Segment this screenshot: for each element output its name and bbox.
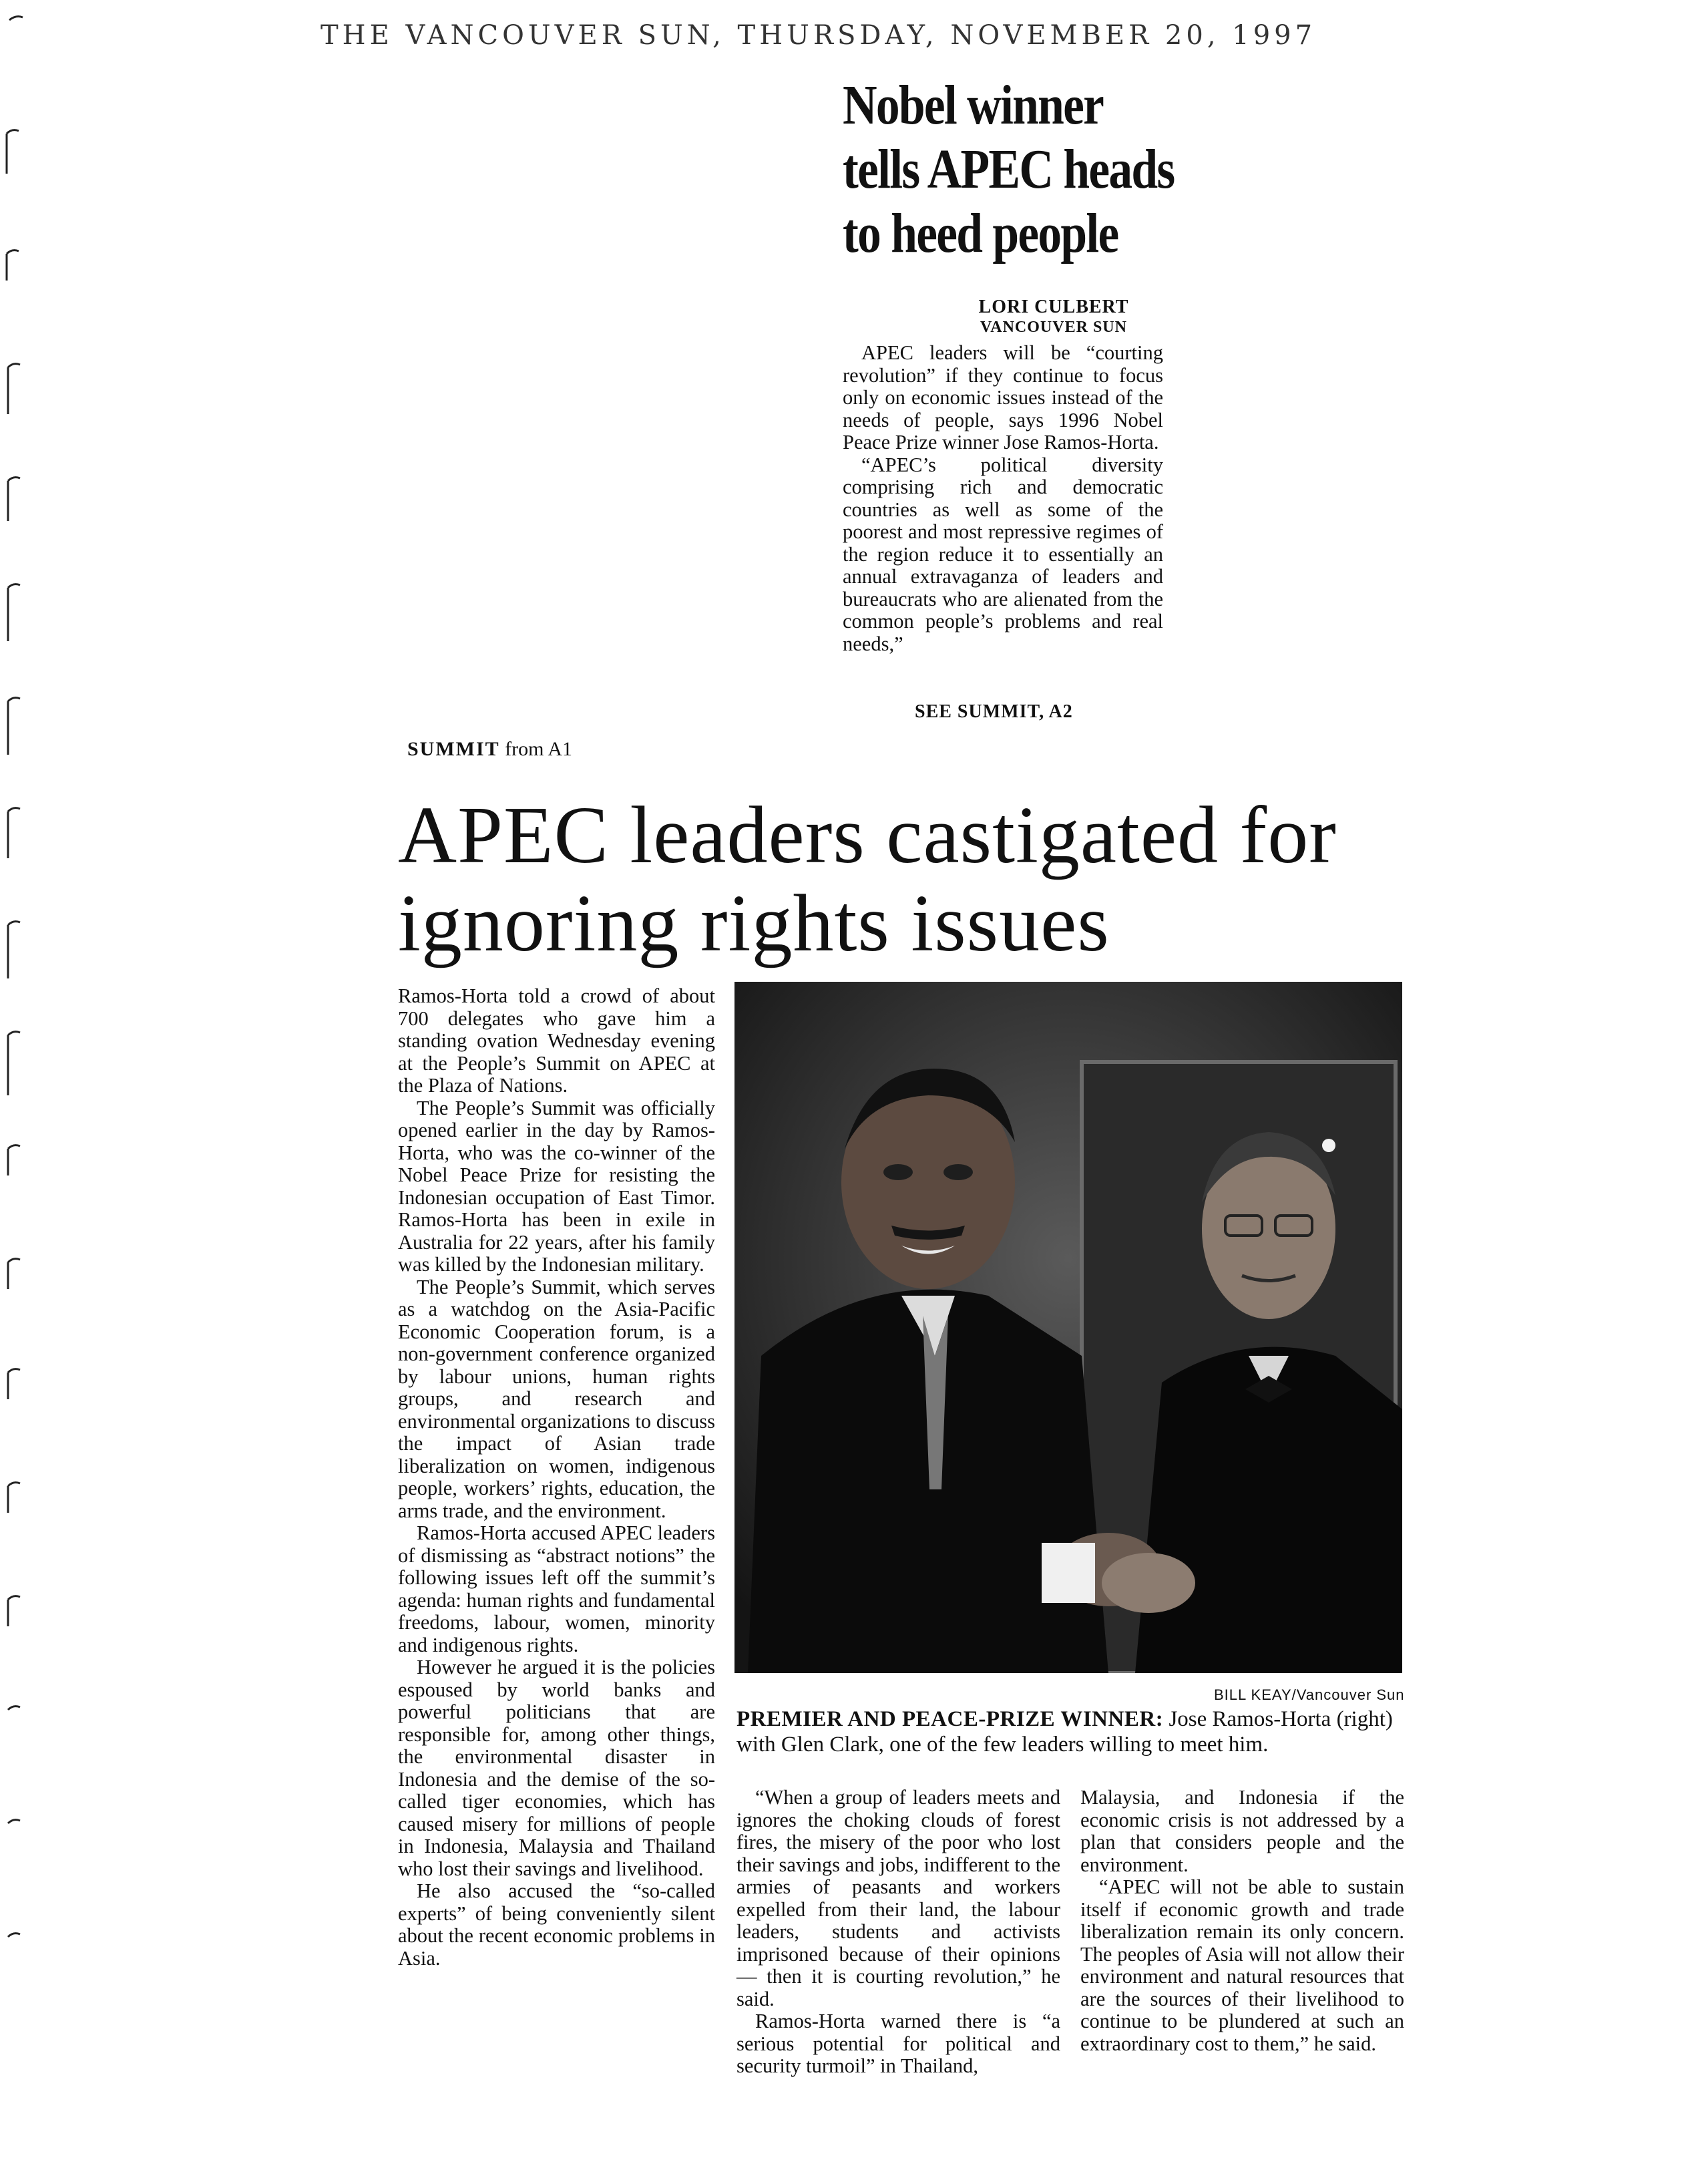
byline-org: VANCOUVER SUN bbox=[980, 319, 1127, 336]
article2-paragraph: The People’s Summit was officially opened earlier in the day by Ramos-Horta, who was the co-winner of the Nobel Peace Prize for resisting the Indonesian occupation of East Timor. Ramos-Horta has been in exile in Australia for 22 years, after his family was killed by the Indonesian military. bbox=[398, 1096, 715, 1276]
article2-paragraph: Ramos-Horta told a crowd of about 700 delegates who gave him a standing ovation Wednesday evening at the People’s Summit on APEC at the Plaza of Nations. bbox=[398, 984, 715, 1097]
binding-edge-marks bbox=[0, 0, 27, 2184]
article2-headline: APEC leaders castigated for ignoring rights issues bbox=[398, 790, 1337, 968]
article2-paragraph: He also accused the “so-called experts” of being conveniently silent about the recent economic problems in Asia. bbox=[398, 1879, 715, 1970]
caption-text: Jose Ramos-Horta (right) with Glen Clark, one of the few leaders willing to meet him. bbox=[736, 1707, 1393, 1757]
article1-paragraph: APEC leaders will be “courting revolution” if they continue to focus only on economic issues instead of the needs of people, says 1996 Nobel Peace Prize winner Jose Ramos-Horta. bbox=[843, 341, 1163, 453]
article1-body bbox=[843, 342, 1163, 655]
article2-paragraph: Ramos-Horta warned there is “a serious potential for political and security turmoil” in Thailand, bbox=[736, 2010, 1060, 2077]
article2-column-3 bbox=[1080, 1787, 1404, 2055]
see-also-reference: SEE SUMMIT, A2 bbox=[915, 701, 1073, 722]
caption-lead: PREMIER AND PEACE-PRIZE WINNER: bbox=[736, 1707, 1164, 1731]
article2-column-2 bbox=[736, 1787, 1060, 2078]
article1-byline bbox=[920, 297, 1187, 337]
article1-paragraph: “APEC’s political diversity comprising rich and democratic countries as well as some of the poorest and most repressive regimes of the region reduce it to essentially an annual extravaganza of leaders and bureaucrats who are alienated from the common people’s problems and real needs,” bbox=[843, 453, 1163, 655]
article2-paragraph: Malaysia, and Indonesia if the economic crisis is not addressed by a plan that considers people and the environment. bbox=[1080, 1786, 1404, 1876]
article2-paragraph: Ramos-Horta accused APEC leaders of dismissing as “abstract notions” the following issues left off the summit’s agenda: human rights and fundamental freedoms, labour, women, minority and indigenous rights. bbox=[398, 1521, 715, 1656]
jump-line bbox=[407, 738, 572, 761]
article1-headline: Nobel winner tells APEC heads to heed people bbox=[843, 74, 1175, 264]
article2-paragraph: The People’s Summit, which serves as a watchdog on the Asia-Pacific Economic Cooperation forum, is a non-government conference organized by labour unions, human rights groups, and research and environmental organizations to discuss the impact of Asian trade liberalization on women, indigenous people, workers’ rights, education, the arms trade, and the environment. bbox=[398, 1275, 715, 1522]
article2-column-1 bbox=[398, 985, 715, 1970]
photo-caption bbox=[736, 1706, 1404, 1757]
newspaper-masthead: THE VANCOUVER SUN, THURSDAY, NOVEMBER 20, 1997 bbox=[321, 20, 1317, 51]
jump-label: SUMMIT bbox=[407, 738, 500, 760]
news-photo bbox=[734, 982, 1402, 1673]
article2-paragraph: “When a group of leaders meets and ignores the choking clouds of forest fires, the misery of the poor who lost their savings and jobs, indifferent to the armies of peasants and workers expelled from their land, the labour leaders, students and activists imprisoned because of their opinions — then it is courting revolution,” he said. bbox=[736, 1786, 1060, 2010]
photo-illustration bbox=[734, 982, 1402, 1673]
jump-from: from A1 bbox=[505, 738, 572, 760]
article2-paragraph: “APEC will not be able to sustain itself if economic growth and trade liberalization remain its only concern. The peoples of Asia will not allow their environment and natural resources that are the sources of their livelihood to continue to be plundered at such an extraordinary cost to them,” he said. bbox=[1080, 1875, 1404, 2055]
byline-name: LORI CULBERT bbox=[978, 297, 1129, 317]
article2-paragraph: However he argued it is the policies espoused by world banks and powerful politicians that are responsible for, among other things, the environmental disaster in Indonesia and the demise of the so-called tiger economies, which has caused misery for millions of people in Indonesia, Malaysia and Thailand who lost their savings and livelihood. bbox=[398, 1656, 715, 1880]
photo-credit: BILL KEAY/Vancouver Sun bbox=[1214, 1686, 1405, 1703]
